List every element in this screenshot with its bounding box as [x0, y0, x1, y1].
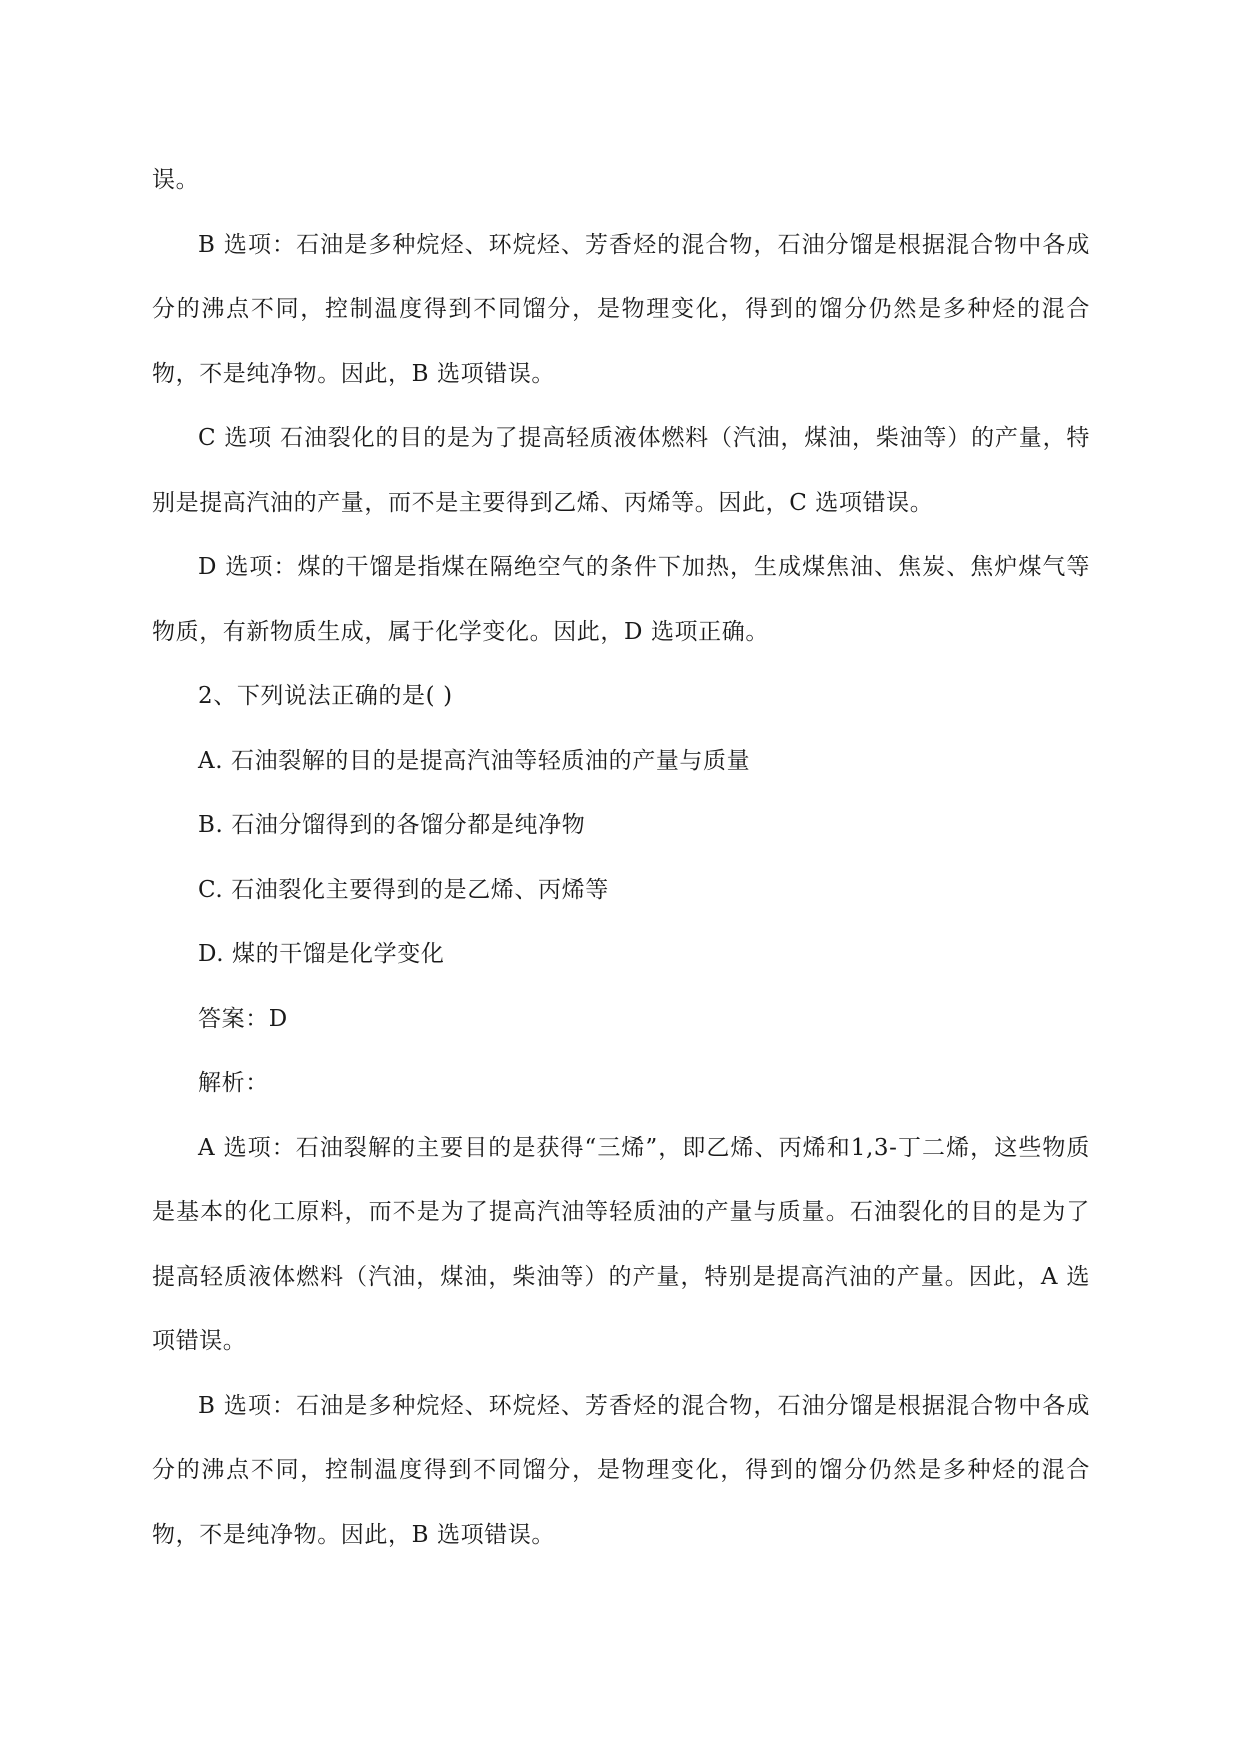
analysis-option-a: A 选项：石油裂解的主要目的是获得“三烯”，即乙烯、丙烯和1,3-丁二烯，这些物质是基本的化工原料，而不是为了提高汽油等轻质油的产量与质量。石油裂化的目的是为了提高轻质液体燃料（汽油，煤油，柴油等）的产量，特别是提高汽油的产量。因此，A 选项错误。 [152, 1134, 1090, 1354]
paragraph-continuation: 误。 [152, 167, 200, 193]
document-body [152, 148, 1090, 1567]
question-2-analysis-heading: 解析： [198, 1070, 269, 1096]
question-2-stem: 2、下列说法正确的是( ) [198, 683, 453, 709]
paragraph-option-c-explanation: C 选项 石油裂化的目的是为了提高轻质液体燃料（汽油，煤油，柴油等）的产量，特别是提高汽油的产量，而不是主要得到乙烯、丙烯等。因此，C 选项错误。 [152, 425, 1090, 516]
paragraph-option-d-explanation: D 选项：煤的干馏是指煤在隔绝空气的条件下加热，生成煤焦油、焦炭、焦炉煤气等物质，有新物质生成，属于化学变化。因此，D 选项正确。 [152, 554, 1090, 645]
question-2-option-a: A. 石油裂解的目的是提高汽油等轻质油的产量与质量 [198, 747, 751, 774]
question-2-option-c: C. 石油裂化主要得到的是乙烯、丙烯等 [198, 876, 609, 903]
question-2-answer: 答案：D [198, 1005, 288, 1032]
analysis-option-b: B 选项：石油是多种烷烃、环烷烃、芳香烃的混合物，石油分馏是根据混合物中各成分的沸点不同，控制温度得到不同馏分，是物理变化，得到的馏分仍然是多种烃的混合物，不是纯净物。因此，B 选项错误。 [152, 1392, 1090, 1548]
question-2-option-b: B. 石油分馏得到的各馏分都是纯净物 [198, 812, 586, 838]
paragraph-option-b-explanation: B 选项：石油是多种烷烃、环烷烃、芳香烃的混合物，石油分馏是根据混合物中各成分的沸点不同，控制温度得到不同馏分，是物理变化，得到的馏分仍然是多种烃的混合物，不是纯净物。因此，B 选项错误。 [152, 231, 1090, 387]
question-2-option-d: D. 煤的干馏是化学变化 [198, 941, 445, 967]
